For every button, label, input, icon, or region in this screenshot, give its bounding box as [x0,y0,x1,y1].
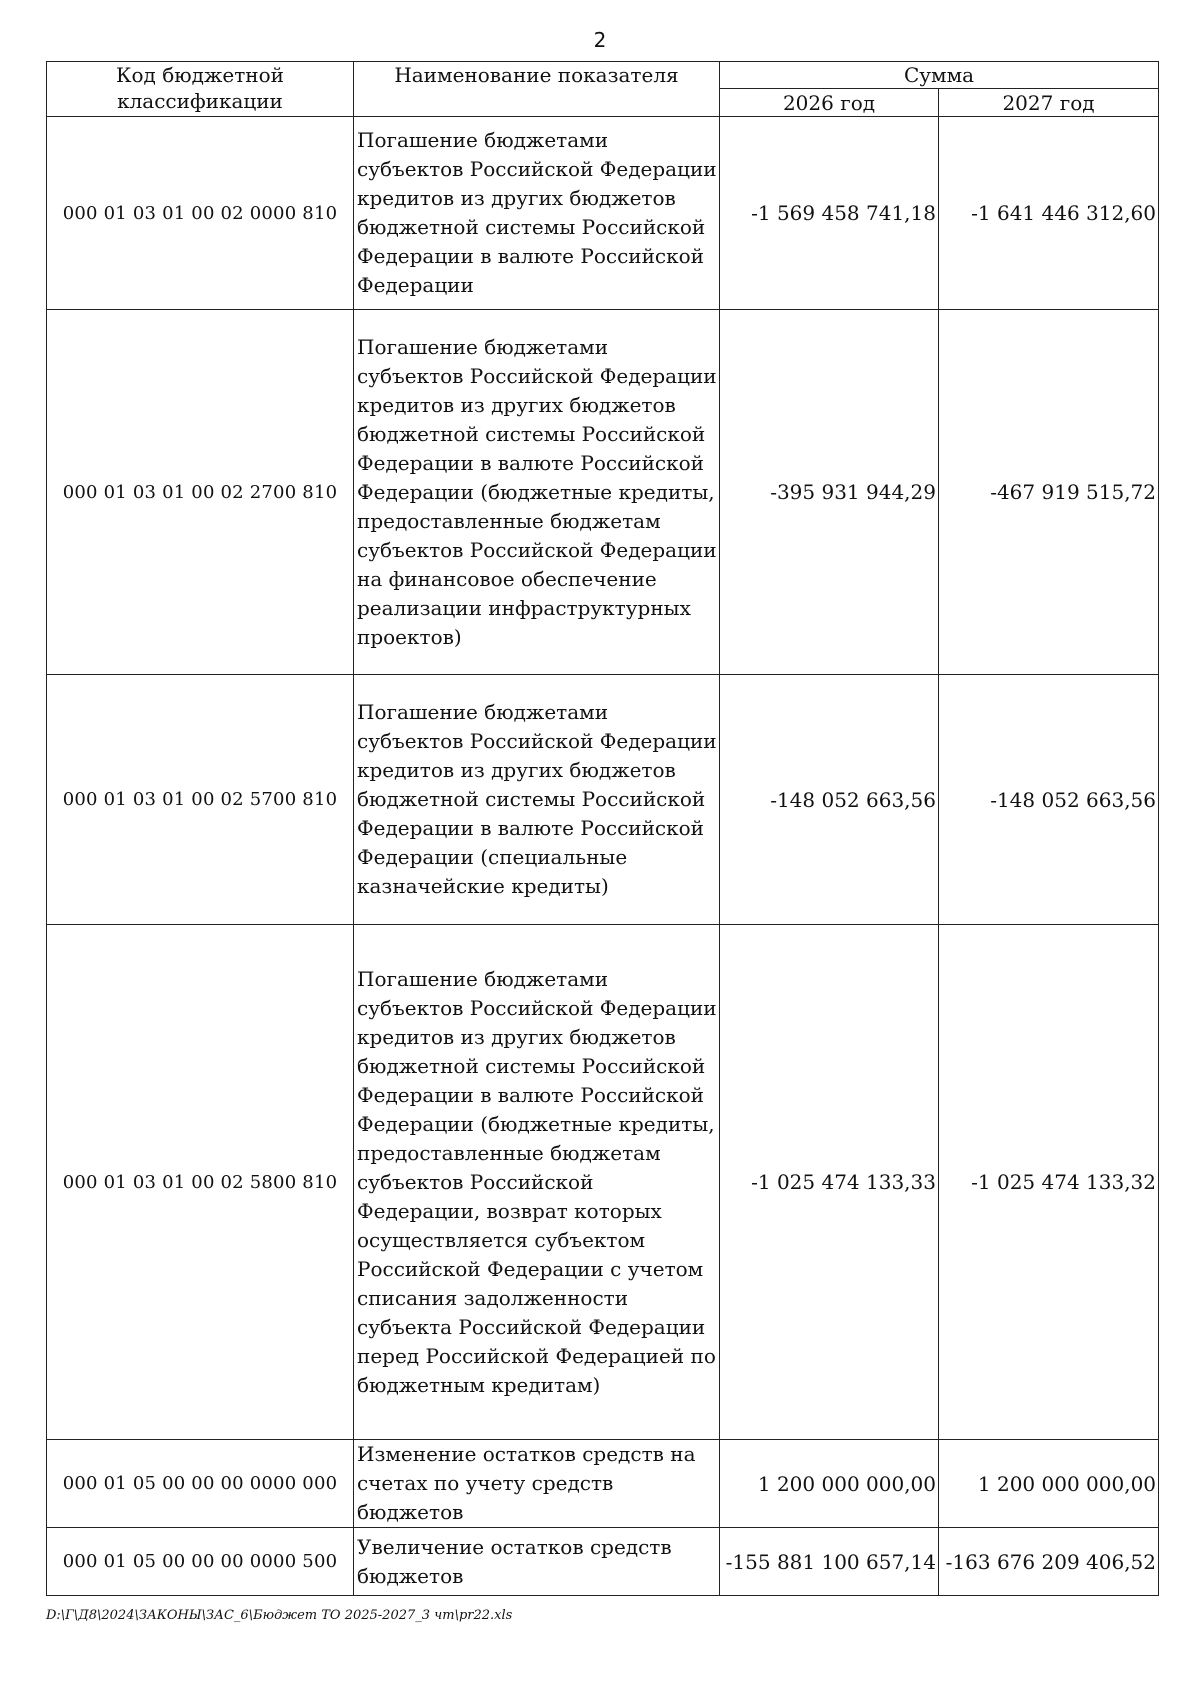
row-code: 000 01 03 01 00 02 0000 810 [47,117,354,310]
row-name: Увеличение остатков средств бюджетов [354,1528,720,1596]
row-amount-2026: -395 931 944,29 [720,310,939,675]
row-amount-2026: -155 881 100 657,14 [720,1528,939,1596]
row-amount-2027: -163 676 209 406,52 [939,1528,1159,1596]
table-row [47,1440,1159,1528]
table-row [47,1528,1159,1596]
table-row [47,925,1159,1440]
row-amount-2027: -467 919 515,72 [939,310,1159,675]
row-amount-2026: -148 052 663,56 [720,675,939,925]
table-row [47,675,1159,925]
row-code: 000 01 05 00 00 00 0000 500 [47,1528,354,1596]
header-name: Наименование показателя [354,62,720,117]
row-name: Погашение бюджетами субъектов Российской Федерации кредитов из других бюджетов бюджетной системы Российской Федерации в валюте Российской Федерации (специальные казначейские кредиты) [354,675,720,925]
table-row [47,310,1159,675]
budget-table [46,61,1159,1596]
row-amount-2026: 1 200 000 000,00 [720,1440,939,1528]
row-code: 000 01 03 01 00 02 5800 810 [47,925,354,1440]
row-code: 000 01 03 01 00 02 2700 810 [47,310,354,675]
row-amount-2026: -1 025 474 133,33 [720,925,939,1440]
header-code: Код бюджетной классификации [47,62,354,117]
row-amount-2027: 1 200 000 000,00 [939,1440,1159,1528]
row-amount-2027: -1 641 446 312,60 [939,117,1159,310]
row-name: Погашение бюджетами субъектов Российской Федерации кредитов из других бюджетов бюджетной системы Российской Федерации в валюте Российской Федерации (бюджетные кредиты, предоставленные бюджетам субъектов Российской Федерации, возврат которых осуществляется субъектом Российской Федерации с учетом списания задолженности субъекта Российской Федерации перед Российской Федерацией по бюджетным кредитам) [354,925,720,1440]
header-year-2026: 2026 год [720,89,939,117]
row-name: Погашение бюджетами субъектов Российской Федерации кредитов из других бюджетов бюджетной системы Российской Федерации в валюте Российской Федерации [354,117,720,310]
table-row [47,117,1159,310]
row-code: 000 01 03 01 00 02 5700 810 [47,675,354,925]
header-sum: Сумма [720,62,1159,89]
row-name: Погашение бюджетами субъектов Российской Федерации кредитов из других бюджетов бюджетной системы Российской Федерации в валюте Российской Федерации (бюджетные кредиты, предоставленные бюджетам субъектов Российской Федерации на финансовое обеспечение реализации инфраструктурных проектов) [354,310,720,675]
row-amount-2027: -148 052 663,56 [939,675,1159,925]
row-amount-2027: -1 025 474 133,32 [939,925,1159,1440]
row-code: 000 01 05 00 00 00 0000 000 [47,1440,354,1528]
row-name: Изменение остатков средств на счетах по учету средств бюджетов [354,1440,720,1528]
file-path-footer: D:\Г\Д8\2024\ЗАКОНЫ\ЗАС_6\Бюджет ТО 2025-2027_3 чт\pr22.xls [46,1608,513,1623]
row-amount-2026: -1 569 458 741,18 [720,117,939,310]
page-number: 2 [593,28,607,52]
header-year-2027: 2027 год [939,89,1159,117]
